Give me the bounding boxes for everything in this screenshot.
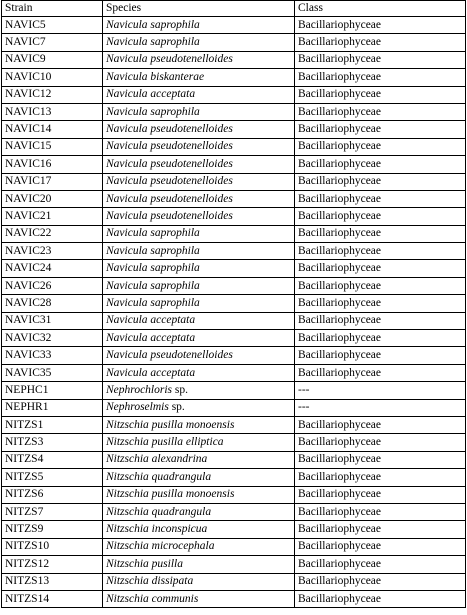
strain-cell: NITZS14 — [2, 590, 103, 607]
class-cell: Bacillariophyceae — [295, 312, 466, 329]
table-row — [2, 382, 466, 399]
table-row — [2, 416, 466, 433]
class-cell: Bacillariophyceae — [295, 190, 466, 207]
species-cell: Nitzschia dissipata — [103, 573, 295, 590]
table-row — [2, 103, 466, 120]
strain-cell: NITZS10 — [2, 538, 103, 555]
species-cell: Navicula saprophila — [103, 34, 295, 51]
strain-cell: NAVIC31 — [2, 312, 103, 329]
species-cell — [103, 399, 295, 416]
class-cell: Bacillariophyceae — [295, 121, 466, 138]
species-cell: Navicula saprophila — [103, 243, 295, 260]
table-row — [2, 503, 466, 520]
table-row — [2, 138, 466, 155]
strain-cell: NAVIC15 — [2, 138, 103, 155]
table-row — [2, 243, 466, 260]
species-cell: Navicula biskanterae — [103, 69, 295, 86]
table-row — [2, 51, 466, 68]
strain-cell: NAVIC28 — [2, 295, 103, 312]
table-row — [2, 312, 466, 329]
class-cell: Bacillariophyceae — [295, 277, 466, 294]
table-row — [2, 260, 466, 277]
species-cell: Nitzschia microcephala — [103, 538, 295, 555]
species-cell: Navicula pseudotenelloides — [103, 347, 295, 364]
class-cell: Bacillariophyceae — [295, 590, 466, 607]
strain-table — [1, 0, 466, 608]
class-cell: Bacillariophyceae — [295, 451, 466, 468]
class-cell: Bacillariophyceae — [295, 469, 466, 486]
table-row — [2, 225, 466, 242]
strain-cell: NAVIC23 — [2, 243, 103, 260]
species-cell: Nitzschia alexandrina — [103, 451, 295, 468]
class-cell: Bacillariophyceae — [295, 503, 466, 520]
class-cell: Bacillariophyceae — [295, 208, 466, 225]
class-cell: Bacillariophyceae — [295, 556, 466, 573]
species-cell: Navicula acceptata — [103, 364, 295, 381]
table-row — [2, 86, 466, 103]
strain-cell: NAVIC35 — [2, 364, 103, 381]
species-cell: Nitzschia pusilla monoensis — [103, 416, 295, 433]
class-cell: Bacillariophyceae — [295, 538, 466, 555]
table-row — [2, 434, 466, 451]
species-cell: Navicula pseudotenelloides — [103, 51, 295, 68]
class-cell: Bacillariophyceae — [295, 138, 466, 155]
strain-cell: NITZS13 — [2, 573, 103, 590]
class-cell: Bacillariophyceae — [295, 17, 466, 34]
strain-cell: NAVIC32 — [2, 330, 103, 347]
strain-cell: NAVIC22 — [2, 225, 103, 242]
table-row — [2, 399, 466, 416]
species-cell: Navicula pseudotenelloides — [103, 173, 295, 190]
table-row — [2, 347, 466, 364]
class-cell: Bacillariophyceae — [295, 573, 466, 590]
table-row — [2, 486, 466, 503]
table-row — [2, 330, 466, 347]
species-cell: Navicula saprophila — [103, 103, 295, 120]
strain-cell: NAVIC12 — [2, 86, 103, 103]
class-cell: Bacillariophyceae — [295, 347, 466, 364]
class-cell: --- — [295, 382, 466, 399]
table-row — [2, 277, 466, 294]
species-cell: Navicula saprophila — [103, 17, 295, 34]
class-cell: Bacillariophyceae — [295, 260, 466, 277]
strain-cell: NAVIC17 — [2, 173, 103, 190]
species-cell: Nitzschia pusilla elliptica — [103, 434, 295, 451]
class-cell: Bacillariophyceae — [295, 173, 466, 190]
class-cell: Bacillariophyceae — [295, 243, 466, 260]
strain-cell: NAVIC5 — [2, 17, 103, 34]
species-cell: Navicula pseudotenelloides — [103, 190, 295, 207]
strain-cell: NAVIC20 — [2, 190, 103, 207]
table-row — [2, 121, 466, 138]
header-row — [2, 1, 466, 17]
table-row — [2, 538, 466, 555]
species-cell: Nitzschia pusilla — [103, 556, 295, 573]
table-body — [2, 17, 466, 608]
class-cell: Bacillariophyceae — [295, 34, 466, 51]
table-row — [2, 17, 466, 34]
strain-cell: NITZS7 — [2, 503, 103, 520]
table-row — [2, 590, 466, 607]
species-cell: Navicula acceptata — [103, 312, 295, 329]
strain-cell: NAVIC24 — [2, 260, 103, 277]
species-suffix: sp. — [171, 401, 185, 414]
table-row — [2, 521, 466, 538]
strain-cell: NITZS6 — [2, 486, 103, 503]
table-row — [2, 451, 466, 468]
species-cell: Nitzschia communis — [103, 590, 295, 607]
species-cell: Nitzschia quadrangula — [103, 469, 295, 486]
species-suffix: sp. — [174, 383, 189, 396]
strain-cell: NITZS1 — [2, 416, 103, 433]
species-cell: Nitzschia quadrangula — [103, 503, 295, 520]
class-cell: Bacillariophyceae — [295, 156, 466, 173]
strain-cell: NAVIC10 — [2, 69, 103, 86]
class-cell: Bacillariophyceae — [295, 86, 466, 103]
species-cell: Navicula acceptata — [103, 330, 295, 347]
strain-cell: NAVIC14 — [2, 121, 103, 138]
species-genus: Nephrochloris — [106, 383, 173, 396]
species-cell: Navicula pseudotenelloides — [103, 138, 295, 155]
strain-cell: NAVIC26 — [2, 277, 103, 294]
strain-cell: NAVIC16 — [2, 156, 103, 173]
class-cell: Bacillariophyceae — [295, 434, 466, 451]
strain-cell: NITZS12 — [2, 556, 103, 573]
header-strain: Strain — [2, 1, 103, 17]
class-cell: Bacillariophyceae — [295, 521, 466, 538]
table-row — [2, 156, 466, 173]
class-cell: Bacillariophyceae — [295, 103, 466, 120]
class-cell: --- — [295, 399, 466, 416]
species-cell: Nitzschia pusilla monoensis — [103, 486, 295, 503]
strain-cell: NITZS4 — [2, 451, 103, 468]
table-row — [2, 469, 466, 486]
class-cell: Bacillariophyceae — [295, 69, 466, 86]
class-cell: Bacillariophyceae — [295, 486, 466, 503]
table-row — [2, 556, 466, 573]
species-cell: Nitzschia inconspicua — [103, 521, 295, 538]
table-row — [2, 34, 466, 51]
class-cell: Bacillariophyceae — [295, 225, 466, 242]
strain-cell: NAVIC13 — [2, 103, 103, 120]
class-cell: Bacillariophyceae — [295, 51, 466, 68]
species-cell — [103, 382, 295, 399]
strain-cell: NITZS9 — [2, 521, 103, 538]
class-cell: Bacillariophyceae — [295, 416, 466, 433]
table-row — [2, 208, 466, 225]
strain-cell: NEPHR1 — [2, 399, 103, 416]
species-cell: Navicula pseudotenelloides — [103, 121, 295, 138]
strain-cell: NAVIC9 — [2, 51, 103, 68]
strain-cell: NAVIC33 — [2, 347, 103, 364]
strain-cell: NEPHC1 — [2, 382, 103, 399]
species-cell: Navicula saprophila — [103, 277, 295, 294]
strain-cell: NAVIC7 — [2, 34, 103, 51]
species-cell: Navicula pseudotenelloides — [103, 156, 295, 173]
table-row — [2, 295, 466, 312]
species-cell: Navicula saprophila — [103, 260, 295, 277]
table-row — [2, 573, 466, 590]
species-cell: Navicula saprophila — [103, 225, 295, 242]
table-row — [2, 69, 466, 86]
species-cell: Navicula pseudotenelloides — [103, 208, 295, 225]
strain-cell: NAVIC21 — [2, 208, 103, 225]
species-cell: Navicula saprophila — [103, 295, 295, 312]
class-cell: Bacillariophyceae — [295, 295, 466, 312]
table-row — [2, 364, 466, 381]
header-class: Class — [295, 1, 466, 17]
strain-cell: NITZS5 — [2, 469, 103, 486]
class-cell: Bacillariophyceae — [295, 364, 466, 381]
table-row — [2, 190, 466, 207]
header-species: Species — [103, 1, 295, 17]
species-genus: Nephroselmis — [106, 401, 169, 414]
table-row — [2, 173, 466, 190]
strain-cell: NITZS3 — [2, 434, 103, 451]
class-cell: Bacillariophyceae — [295, 330, 466, 347]
species-cell: Navicula acceptata — [103, 86, 295, 103]
